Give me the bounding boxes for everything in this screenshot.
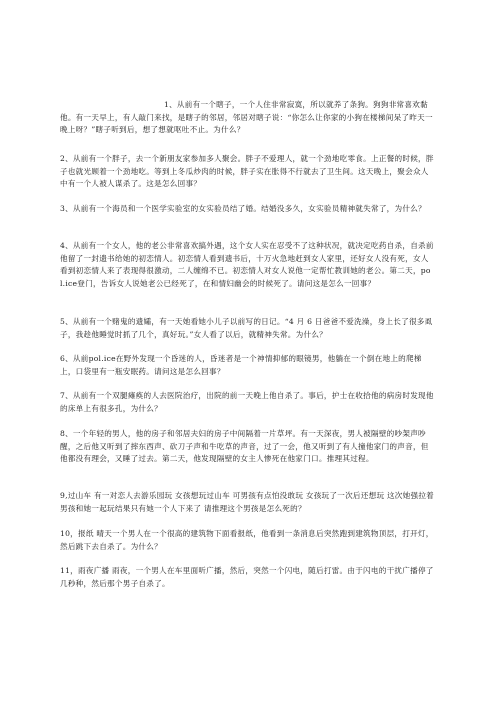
paragraph-5: 5、从前有一个赌鬼的遗孀，有一天她看她小儿子以前写的日记。“4 月 6 日爸爸不爱洗澡，身上长了很多虱子，我趁他睡觉时抓了几个，真好玩。”女人看了以后，就精神失常。为什么？ — [60, 317, 433, 339]
paragraph-6: 6、从前pol.ice在野外发现一个昏迷的人，昏迷者是一个神情抑郁的眼镜男，他躺在一个倒在地上的爬梯上，口袋里有一瓶安眠药。请问这是怎么回事？ — [60, 354, 422, 376]
paragraph-7: 7、从前有一个双腿瘫痪的人去医院治疗，出院的前一天晚上他自杀了。事后，护士在收拾他的病房时发现他的床单上有很多孔，为什么？ — [60, 391, 434, 413]
paragraph-11: 11，雨夜广播 雨夜，一个男人在车里面听广播，然后，突然一个闪电，随后打雷。由于闪电的干扰广播停了几秒种，然后那个男子自杀了。 — [60, 566, 434, 588]
paragraph-1: 1、从前有一个瞎子，一个人住非常寂寞，所以就养了条狗。狗狗非常喜欢黏他。有一天早上，有人敲门来找，是瞎子的邻居，邻居对瞎子说：“你怎么让你家的小狗在楼梯间呆了昨天一晚上呀？”瞎子听到后，想了想就呕吐不止。为什么？ — [60, 100, 433, 135]
paragraph-8: 8、一个年轻的男人，他的房子和邻居夫妇的房子中间隔着一片草坪。有一天深夜，男人被隔壁的吵架声吵醒，之后他又听到了摔东西声、砍刀子声和牛吃草的声音，过了一会，他又听到了有人撞他家门的声音，但他都没有理会，又睡了过去。第二天，他发现隔壁的女主人惨死在他家门口。推理其过程。 — [60, 429, 429, 464]
paragraph-3: 3、从前有一个海员和一个医学实验室的女实验员结了婚。结婚没多久，女实验员精神就失常了，为什么？ — [60, 204, 426, 213]
paragraph-2: 2、从前有一个胖子，去一个新朋友家参加多人聚会。胖子不爱理人，就一个劲地吃零食。上正餐的时候，胖子也就光顾着一个劲地吃。等到上冬瓜炒肉的时候，胖子实在胀得不行就去了卫生间。这天晚上，聚会众人中有一个人被人谋杀了。这是怎么回事？ — [60, 154, 434, 189]
paragraph-9: 9,过山车 有一对恋人去游乐园玩 女孩想玩过山车 可男孩有点怕没敢玩 女孩玩了一次后还想玩 这次她强拉着男孩和她一起玩结果只有她一个人下来了 请推理这个男孩是怎么死的？ — [60, 491, 435, 513]
paragraph-4: 4、从前有一个女人，他的老公非常喜欢搞外遇，这个女人实在忍受不了这种状况，就决定吃药自杀，自杀前他留了一封遗书给她的初恋情人。初恋情人看到遗书后，十万火急地赶到女人家里，还好女人没有死，女人看到初恋情人来了表现得很激动，二人缠绵不已。初恋情人对女人说他一定帮忙教训她的老公。第二天，pol.ice登门，告诉女人说她老公已经死了，在和情妇幽会的时候死了。请问这是怎么一回事？ — [60, 241, 434, 288]
paragraph-10: 10，报纸 晴天一个男人在一个很高的建筑物下面看报纸，他看到一条消息后突然跑到建筑物顶层，打开灯，然后跳下去自杀了。为什么？ — [60, 529, 434, 551]
